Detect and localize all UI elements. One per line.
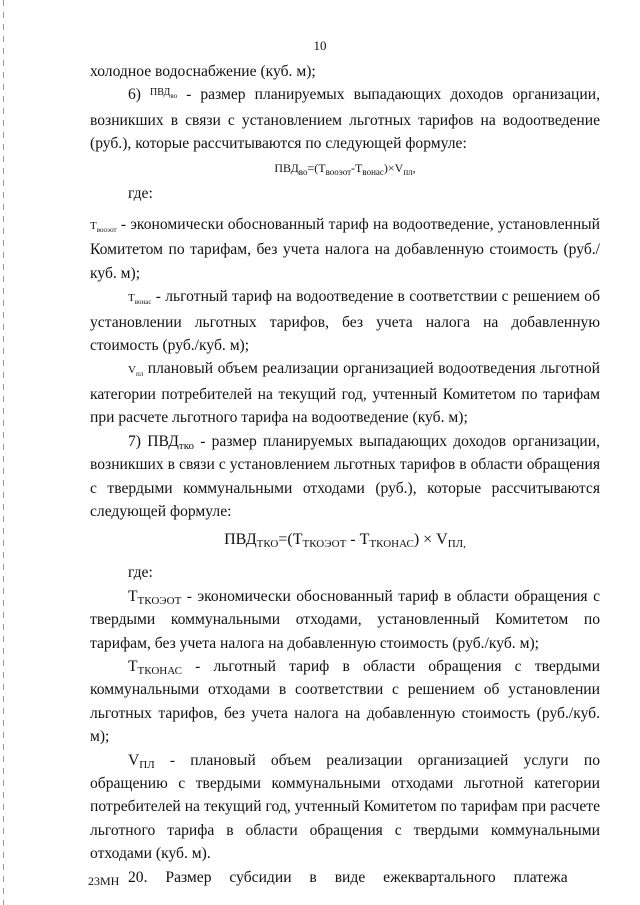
formula-vo: $ПВД_{во}=(Т_{вооэот}-Т_{вонас})\times V_{пл}$, [274, 160, 416, 177]
definition-t-tkonas: $Т_{ТКОНАС}$ - льготный тариф в области обращения с твердыми коммунальными отходами в соответствии с решением об установлении льготных тарифов, без учета налога на добавленную стоимость (руб./куб. м); [90, 657, 600, 746]
definition-v-pl: $V_{пл}$ плановый объем реализации организацией водоотведения льготной категории потребителей на текущий год, учтенный Комитетом по тарифам при расчете льготного тарифа на водоотведение (куб. м); [90, 360, 600, 427]
page-number: 10 [313, 38, 327, 53]
where-label: где: [128, 184, 153, 202]
item-7: 7) $ПВД_{тко}$ - размер планируемых выпадающих доходов организации, возникших в связи с установлением льготных тарифов в области обращения с твердыми коммунальными отходами (руб.), которые рассчитываются следующей формуле: [90, 432, 600, 520]
definition-t-vooeot: $Т_{вооэот}$ - экономически обоснованный тариф на водоотведение, установленный Комитетом по тарифам, без учета налога на добавленную стоимость (руб./куб. м); [90, 216, 601, 282]
text-line: холодное водоснабжение (куб. м); [90, 63, 316, 80]
item-6: 6) $^{ПВД_{во}}$ - размер планируемых выпадающих доходов организации, возникших в связи с установлением льготных тарифов на водоотведение (руб.), которые рассчитываются по следующей формуле: [90, 86, 600, 153]
definition-t-vonas: $Т_{вонас}$ - льготный тариф на водоотведение в соответствии с решением об установлении льготных тарифов, без учета налога на добавленную стоимость (руб./куб. м); [90, 288, 601, 355]
formula-tko: $ПВД_{ТКО}=(Т_{ТКОЭОТ} - Т_{ТКОНАС}) \times V_{ПЛ,}$ [224, 531, 466, 551]
symbol-pvd-vo: ПВДво [150, 86, 178, 100]
page-edge-line [3, 0, 4, 905]
item-20: 20. Размер субсидии в виде ежеквартального платежа [128, 868, 568, 886]
definition-t-tkoeot: $Т_{ТКОЭОТ}$ - экономически обоснованный тариф в области обращения с твердыми коммунальными отходами, установленный Комитетом по тарифам, без учета налога на добавленную стоимость (руб./куб. м); [90, 587, 600, 652]
definition-v-pl-tko: $V_{ПЛ}$ - плановый объем реализации организацией услуги по обращению с твердыми коммунальными отходами льготной категории потребителей на текущий год, учтенный Комитетом по тарифам при расчете льготного тарифа в области обращения с твердыми коммунальными отходами (куб. м). [90, 751, 600, 863]
document-body [90, 60, 600, 889]
document-code: 23МН [88, 874, 120, 888]
where-label: где: [128, 564, 153, 582]
